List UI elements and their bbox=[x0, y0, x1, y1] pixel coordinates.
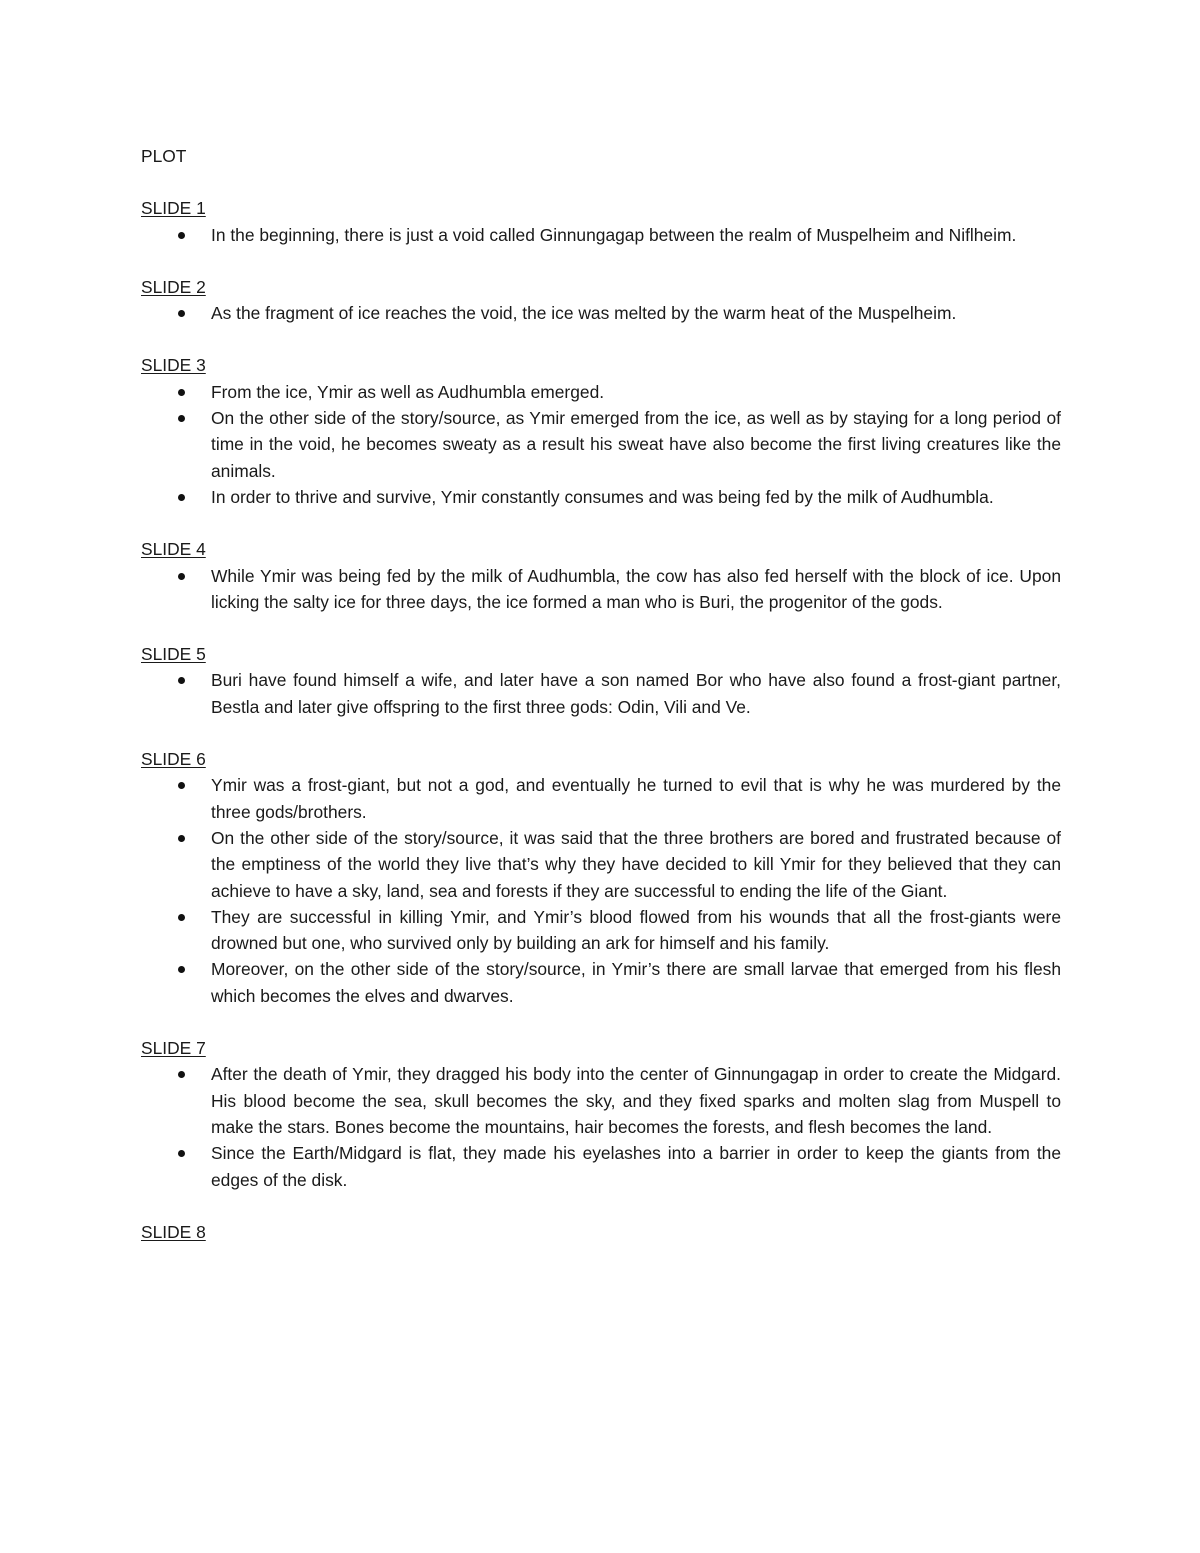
bullet-item bbox=[141, 300, 1061, 326]
bullet-list bbox=[141, 772, 1061, 1009]
slide-section bbox=[141, 1219, 1061, 1245]
bullet-text: As the fragment of ice reaches the void, the ice was melted by the warm heat of the Muspelheim. bbox=[211, 303, 957, 324]
slide-section bbox=[141, 1035, 1061, 1193]
bullet-dot-icon bbox=[178, 835, 185, 842]
slide-heading: SLIDE 7 bbox=[141, 1038, 206, 1059]
bullet-item bbox=[141, 484, 1061, 510]
document-title: PLOT bbox=[141, 146, 187, 166]
slide-section bbox=[141, 641, 1061, 720]
bullet-text: From the ice, Ymir as well as Audhumbla emerged. bbox=[211, 381, 605, 402]
bullet-item bbox=[141, 222, 1061, 248]
slide-heading: SLIDE 4 bbox=[141, 539, 206, 560]
slide-section bbox=[141, 352, 1061, 510]
slide-heading: SLIDE 5 bbox=[141, 644, 206, 665]
slide-heading: SLIDE 1 bbox=[141, 198, 206, 219]
bullet-item bbox=[141, 667, 1061, 720]
bullet-list bbox=[141, 563, 1061, 616]
bullet-list bbox=[141, 1061, 1061, 1192]
bullet-dot-icon bbox=[178, 1071, 185, 1078]
slide-section bbox=[141, 746, 1061, 1009]
bullet-text: In the beginning, there is just a void called Ginnungagap between the realm of Muspelheim and Niflheim. bbox=[211, 224, 1017, 245]
bullet-list bbox=[141, 222, 1061, 248]
bullet-item bbox=[141, 1140, 1061, 1193]
bullet-dot-icon bbox=[178, 389, 185, 396]
bullet-dot-icon bbox=[178, 966, 185, 973]
bullet-dot-icon bbox=[178, 677, 185, 684]
slide-section bbox=[141, 274, 1061, 327]
slide-heading: SLIDE 8 bbox=[141, 1221, 206, 1242]
bullet-dot-icon bbox=[178, 782, 185, 789]
bullet-text: Buri have found himself a wife, and later have a son named Bor who have also found a frost-giant partner, Bestla and later give offspring to the first three gods: Odin, Vili and Ve. bbox=[211, 670, 1061, 717]
bullet-dot-icon bbox=[178, 415, 185, 422]
slide-section bbox=[141, 195, 1061, 248]
bullet-list bbox=[141, 300, 1061, 326]
bullet-text: Ymir was a frost-giant, but not a god, and eventually he turned to evil that is why he was murdered by the three gods/brothers. bbox=[211, 775, 1061, 822]
slide-heading: SLIDE 3 bbox=[141, 355, 206, 376]
bullet-text: After the death of Ymir, they dragged his body into the center of Ginnungagap in order to create the Midgard. His blood become the sea, skull becomes the sky, and they fixed sparks and molten slag from Muspell to make the stars. Bones become the mountains, hair becomes the forests, and flesh becomes the land. bbox=[211, 1064, 1061, 1137]
bullet-dot-icon bbox=[178, 494, 185, 501]
bullet-dot-icon bbox=[178, 1150, 185, 1157]
bullet-item bbox=[141, 563, 1061, 616]
bullet-dot-icon bbox=[178, 573, 185, 580]
bullet-text: Moreover, on the other side of the story/source, in Ymir’s there are small larvae that emerged from his flesh which becomes the elves and dwarves. bbox=[211, 959, 1061, 1006]
bullet-item bbox=[141, 904, 1061, 957]
bullet-text: In order to thrive and survive, Ymir constantly consumes and was being fed by the milk of Audhumbla. bbox=[211, 486, 994, 507]
slide-heading: SLIDE 2 bbox=[141, 276, 206, 297]
bullet-dot-icon bbox=[178, 232, 185, 239]
bullet-item bbox=[141, 1061, 1061, 1140]
document-page bbox=[141, 143, 1061, 1271]
bullet-item bbox=[141, 825, 1061, 904]
bullet-dot-icon bbox=[178, 914, 185, 921]
bullet-text: While Ymir was being fed by the milk of Audhumbla, the cow has also fed herself with the block of ice. Upon licking the salty ice for three days, the ice formed a man who is Buri, the progenitor of the gods. bbox=[211, 565, 1061, 612]
bullet-text: Since the Earth/Midgard is flat, they made his eyelashes into a barrier in order to keep the giants from the edges of the disk. bbox=[211, 1143, 1061, 1190]
slide-section bbox=[141, 536, 1061, 615]
bullet-text: On the other side of the story/source, as Ymir emerged from the ice, as well as by staying for a long period of time in the void, he becomes sweaty as a result his sweat have also become the first living creatures like the animals. bbox=[211, 408, 1061, 481]
slide-heading: SLIDE 6 bbox=[141, 749, 206, 770]
bullet-item bbox=[141, 379, 1061, 405]
bullet-text: On the other side of the story/source, it was said that the three brothers are bored and frustrated because of the emptiness of the world they live that’s why they have decided to kill Ymir for they believed that they can achieve to have a sky, land, sea and forests if they are successful to ending the life of the Giant. bbox=[211, 827, 1061, 901]
bullet-item bbox=[141, 956, 1061, 1009]
bullet-list bbox=[141, 379, 1061, 510]
slides-container bbox=[141, 195, 1061, 1245]
bullet-item bbox=[141, 772, 1061, 825]
bullet-dot-icon bbox=[178, 310, 185, 317]
bullet-item bbox=[141, 405, 1061, 484]
bullet-text: They are successful in killing Ymir, and Ymir’s blood flowed from his wounds that all the frost-giants were drowned but one, who survived only by building an ark for himself and his family. bbox=[211, 906, 1061, 954]
bullet-list bbox=[141, 667, 1061, 720]
